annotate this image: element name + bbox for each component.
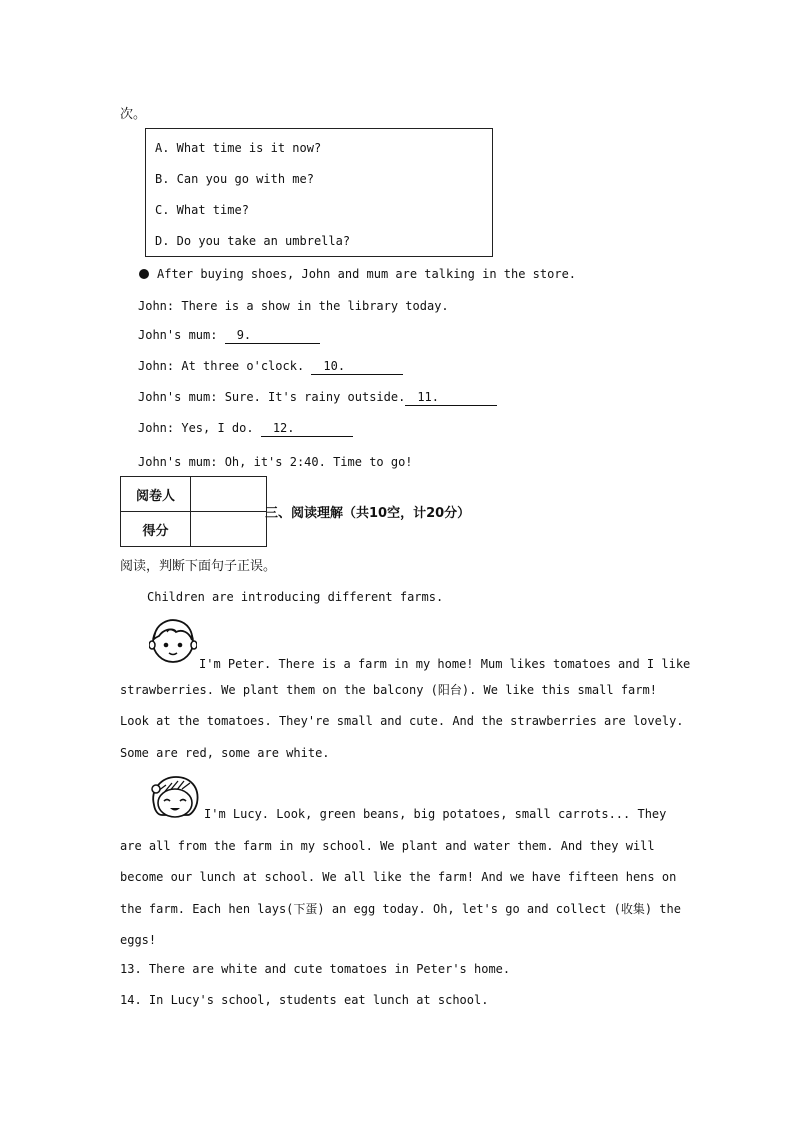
dialogue-line-text: John's mum: Sure. It's rainy outside.: [138, 390, 406, 404]
dialogue-line: [138, 421, 353, 437]
dialogue-line: [138, 328, 320, 344]
dialogue-line: [138, 390, 497, 406]
dialogue-line: [138, 299, 449, 313]
lucy-passage-line: I'm Lucy. Look, green beans, big potatoes, small carrots... They: [204, 807, 667, 821]
answer-blank-10[interactable]: [311, 359, 403, 375]
dialogue-line-text: John's mum:: [138, 328, 225, 342]
score-field[interactable]: [191, 512, 267, 547]
reviewer-label: 阅卷人: [121, 477, 191, 512]
dialogue-line: [138, 359, 403, 375]
page-fragment: 次。: [120, 107, 147, 122]
blank-number: 10.: [323, 359, 346, 373]
question-14: 14. In Lucy's school, students eat lunch at school.: [120, 993, 489, 1007]
option-a: A. What time is it now?: [155, 141, 322, 155]
peter-passage-line: strawberries. We plant them on the balcony (阳台). We like this small farm!: [120, 683, 657, 697]
answer-blank-11[interactable]: [405, 390, 497, 406]
section-title: 三、阅读理解（共10空，计20分）: [265, 506, 471, 521]
peter-passage-line: Some are red, some are white.: [120, 746, 330, 760]
answer-blank-9[interactable]: [225, 328, 320, 344]
blank-number: 9.: [236, 328, 252, 342]
dialogue-line-text: John: There is a show in the library today.: [138, 299, 449, 313]
dialogue-line-text: John's mum: Oh, it's 2:40. Time to go!: [138, 455, 413, 469]
option-d: D. Do you take an umbrella?: [155, 234, 351, 248]
lucy-passage-line: the farm. Each hen lays(下蛋) an egg today. Oh, let's go and collect (收集) the: [120, 902, 681, 916]
lucy-passage-line: eggs!: [120, 933, 157, 947]
option-c: C. What time?: [155, 203, 249, 217]
answer-blank-12[interactable]: [261, 421, 353, 437]
options-box: [145, 128, 493, 257]
dialogue-intro-text: After buying shoes, John and mum are talking in the store.: [157, 267, 577, 281]
peter-passage-line: I'm Peter. There is a farm in my home! Mum likes tomatoes and I like: [199, 657, 691, 671]
girl-face-icon: [148, 775, 202, 821]
score-table: [120, 476, 267, 547]
lucy-passage-line: are all from the farm in my school. We plant and water them. And they will: [120, 839, 655, 853]
reviewer-field[interactable]: [191, 477, 267, 512]
blank-number: 11.: [417, 390, 439, 404]
peter-passage-line: Look at the tomatoes. They're small and cute. And the strawberries are lovely.: [120, 714, 684, 728]
dialogue-line-text: John: Yes, I do.: [138, 421, 261, 435]
dialogue-line: [138, 455, 413, 469]
bullet-dot-icon: [139, 269, 149, 279]
section-intro: Children are introducing different farms.: [147, 590, 444, 604]
score-label: 得分: [121, 512, 191, 547]
dialogue-line-text: John: At three o'clock.: [138, 359, 312, 373]
lucy-passage-line: become our lunch at school. We all like the farm! And we have fifteen hens on: [120, 870, 677, 884]
boy-face-icon: [149, 615, 197, 665]
question-13: 13. There are white and cute tomatoes in Peter's home.: [120, 962, 511, 976]
dialogue-intro: [139, 267, 576, 281]
section-instruction: 阅读，判断下面句子正误。: [120, 559, 277, 574]
blank-number: 12.: [272, 421, 295, 435]
option-b: B. Can you go with me?: [155, 172, 314, 186]
